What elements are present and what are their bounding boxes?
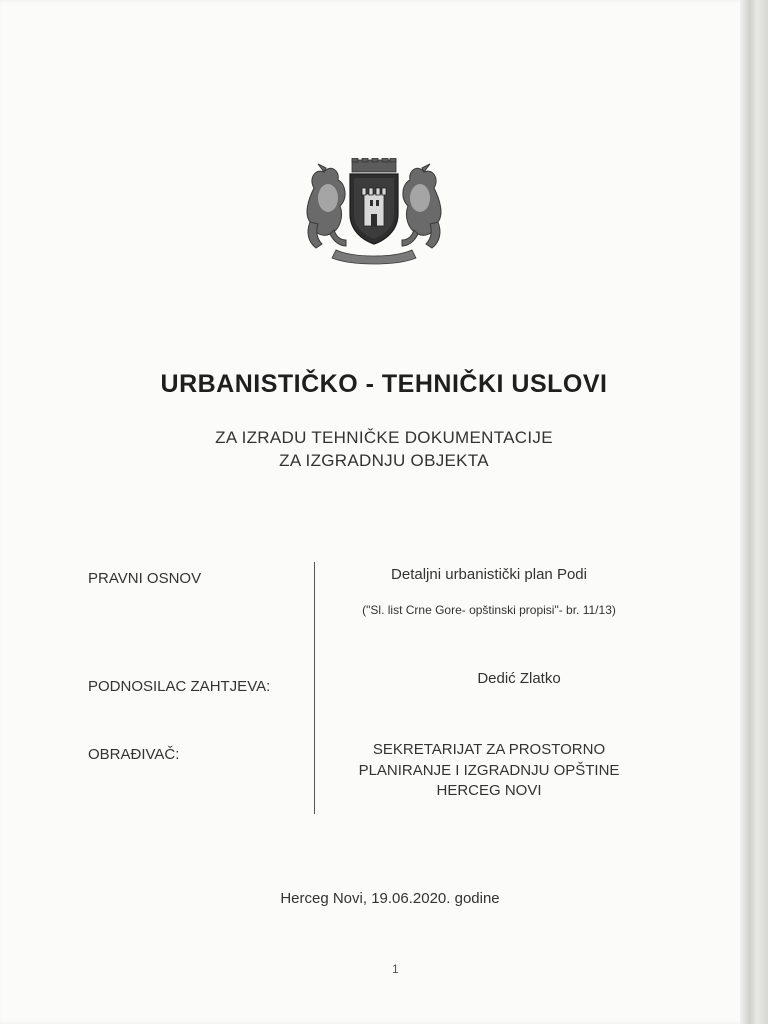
pravni-osnov-value: Detaljni urbanistički plan Podi <box>391 566 587 583</box>
pravni-osnov-label: PRAVNI OSNOV <box>88 570 202 587</box>
place-and-date: Herceg Novi, 19.06.2020. godine <box>280 890 500 907</box>
obradjivac-value-line-3: HERCEG NOVI <box>436 782 542 799</box>
podnosilac-value: Dedić Zlatko <box>477 670 561 687</box>
obradjivac-value-line-2: PLANIRANJE I IZGRADNJU OPŠTINE <box>358 762 620 779</box>
pravni-osnov-note: ("Sl. list Crne Gore- opštinski propisi"- br. 11/13) <box>362 603 616 617</box>
subtitle-line-1: ZA IZRADU TEHNIČKE DOKUMENTACIJE <box>215 428 553 447</box>
obradjivac-value-line-1: SEKRETARIJAT ZA PROSTORNO <box>372 741 606 758</box>
subtitle-line-2: ZA IZGRADNJU OBJEKTA <box>279 451 489 470</box>
coat-of-arms-icon <box>300 158 448 266</box>
podnosilac-label: PODNOSILAC ZAHTJEVA: <box>88 678 271 695</box>
page-edge <box>740 0 768 1024</box>
column-divider <box>314 562 315 814</box>
page-number: 1 <box>392 962 399 976</box>
obradjivac-label: OBRAĐIVAČ: <box>88 746 180 763</box>
document-title: URBANISTIČKO - TEHNIČKI USLOVI <box>160 370 608 398</box>
